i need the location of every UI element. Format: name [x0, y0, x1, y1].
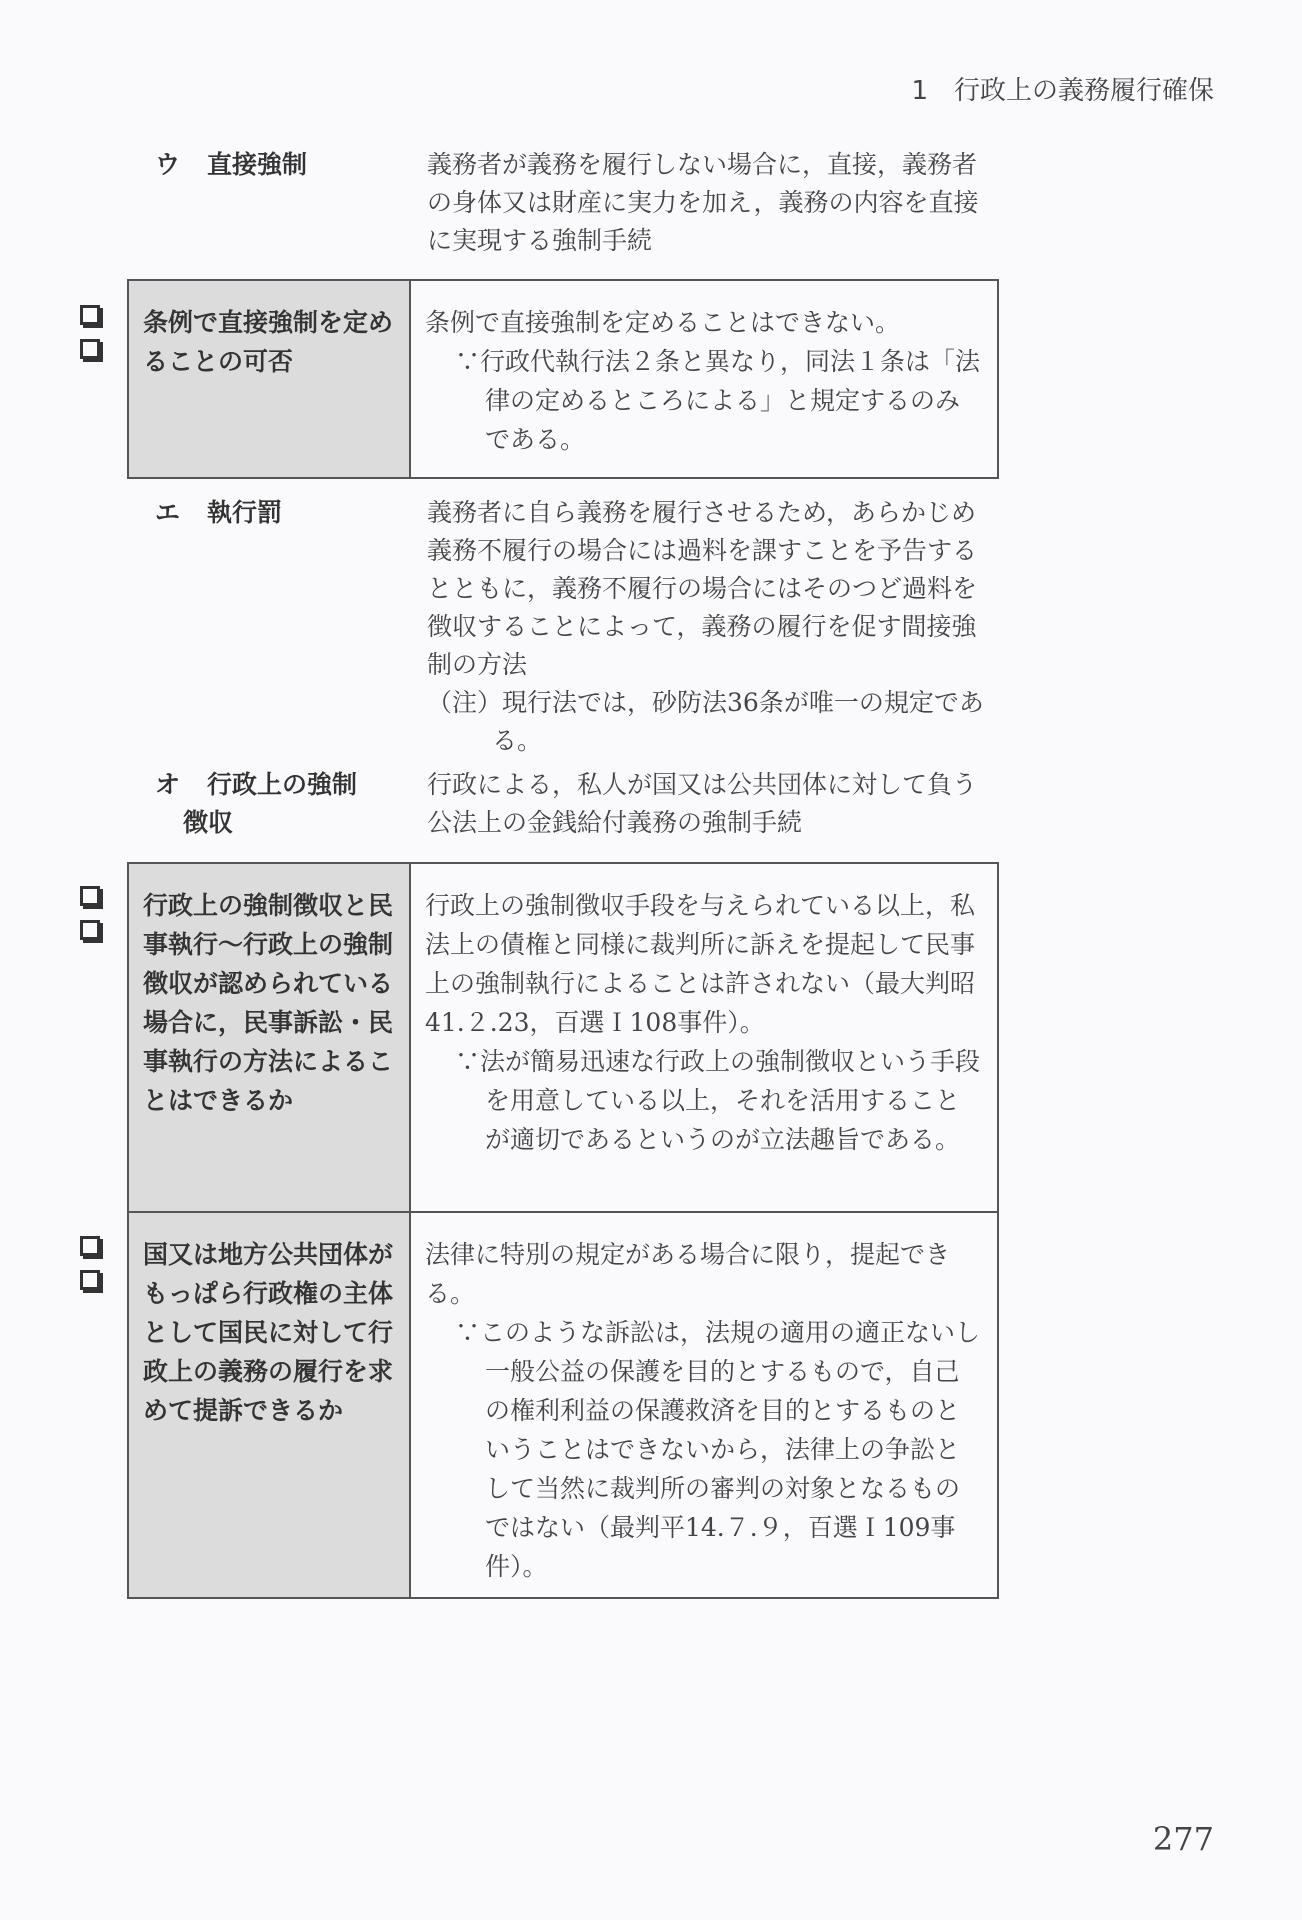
qa-answer: [411, 864, 997, 1214]
item-execution-penalty: [155, 494, 995, 754]
qa-box: [127, 1211, 999, 1599]
study-checkbox[interactable]: [80, 1270, 100, 1290]
item-definition: 行政による，私人が国又は公共団体に対して負う公法上の金銭給付義務の強制手続: [427, 770, 978, 837]
running-head: [911, 70, 1214, 107]
qa-answer-text: 法律に特別の規定がある場合に限り，提起できる。: [425, 1240, 951, 1308]
study-checkbox[interactable]: [80, 339, 100, 359]
item-note: （注）現行法では，砂防法36条が唯一の規定である。: [427, 688, 984, 755]
item-definition: 義務者が義務を履行しない場合に，直接，義務者の身体又は財産に実力を加え，義務の内容を直接に実現する強制手続: [427, 150, 979, 255]
checkbox-group: [80, 886, 110, 954]
section-number: 1: [911, 76, 928, 106]
qa-answer-text: 条例で直接強制を定めることはできない。: [425, 308, 901, 337]
item-term-text: 直接強制: [207, 150, 308, 179]
page-number: 277: [1152, 1820, 1214, 1858]
qa-reason: ∵行政代執行法２条と異なり，同法１条は「法律の定めるところによる」と規定するのみである。: [455, 347, 981, 454]
item-marker: ウ: [155, 150, 181, 179]
item-term: [155, 766, 415, 842]
qa-question: 行政上の強制徴収と民事執行〜行政上の強制徴収が認められている場合に，民事訴訟・民事執行の方法によることはできるか: [129, 864, 411, 1214]
study-checkbox[interactable]: [80, 886, 100, 906]
qa-box: [127, 862, 999, 1216]
checkbox-group: [80, 305, 110, 373]
qa-question: 条例で直接強制を定めることの可否: [129, 281, 411, 477]
item-term: [155, 494, 415, 532]
item-term-text: 行政上の強制: [207, 770, 358, 799]
item-definition: 義務者に自ら義務を履行させるため，あらかじめ義務不履行の場合には過料を課すことを予告するとともに，義務不履行の場合にはそのつど過料を徴収することによって，義務の履行を促す間接強制の方法: [427, 498, 978, 679]
checkbox-group: [80, 1236, 110, 1304]
qa-box: [127, 279, 999, 479]
item-term-text: 執行罰: [207, 498, 283, 527]
study-checkbox[interactable]: [80, 1236, 100, 1256]
study-checkbox[interactable]: [80, 305, 100, 325]
section-title: 行政上の義務履行確保: [953, 76, 1214, 106]
item-term-continued: 徴収: [183, 808, 234, 837]
qa-answer-text: 行政上の強制徴収手段を与えられている以上，私法上の債権と同様に裁判所に訴えを提起して民事上の強制執行によることは許されない（最大判昭41.２.23，百選Ｉ108事件）。: [425, 891, 976, 1037]
qa-question: 国又は地方公共団体がもっぱら行政権の主体として国民に対して行政上の義務の履行を求めて提訴できるか: [129, 1213, 411, 1597]
item-term: [155, 146, 415, 184]
qa-answer: [411, 1213, 997, 1597]
qa-reason: ∵このような訴訟は，法規の適用の適正ないし一般公益の保護を目的とするもので，自己の権利利益の保護救済を目的とするものということはできないから，法律上の争訟として当然に裁判所の審判の対象となるものではない（最判平14.７.９，百選Ｉ109事件）。: [455, 1318, 981, 1581]
study-checkbox[interactable]: [80, 920, 100, 940]
qa-answer: [411, 281, 997, 477]
item-marker: エ: [155, 498, 181, 527]
item-marker: オ: [155, 770, 181, 799]
item-compulsory-collection: [155, 766, 995, 846]
item-direct-enforcement: [155, 146, 995, 266]
qa-reason: ∵法が簡易迅速な行政上の強制徴収という手段を用意している以上，それを活用することが適切であるというのが立法趣旨である。: [455, 1047, 981, 1154]
item-definition-block: [427, 494, 987, 760]
